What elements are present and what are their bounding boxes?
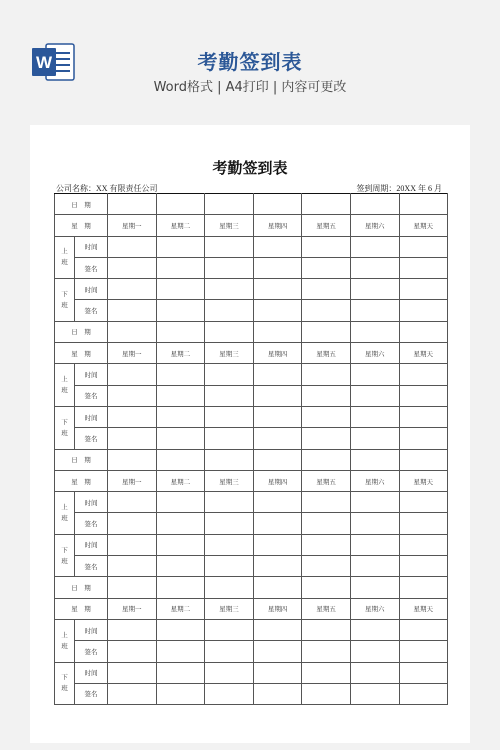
time-cell[interactable] — [302, 364, 351, 385]
weekday-label: 星 期 — [55, 343, 108, 364]
time-label: 时间 — [75, 662, 108, 683]
weekday-cell: 星期一 — [108, 343, 157, 364]
time-label: 时间 — [75, 279, 108, 300]
sign-cell[interactable] — [253, 300, 302, 321]
sign-cell[interactable] — [350, 513, 399, 534]
off-duty-label-text: 下班 — [61, 418, 68, 437]
sign-label: 签名 — [75, 385, 108, 406]
off-duty-time-row — [55, 534, 448, 555]
time-cell[interactable] — [399, 534, 447, 555]
on-duty-time-row — [55, 492, 448, 513]
date-label: 日 期 — [55, 577, 108, 598]
sign-cell[interactable] — [302, 513, 351, 534]
date-cell[interactable] — [253, 577, 302, 598]
time-cell[interactable] — [205, 492, 254, 513]
sign-label: 签名 — [75, 683, 108, 704]
sign-cell[interactable] — [156, 300, 205, 321]
time-label: 时间 — [75, 619, 108, 640]
weekday-cell: 星期一 — [108, 470, 157, 491]
on-duty-label — [55, 364, 75, 407]
time-cell[interactable] — [350, 279, 399, 300]
time-cell[interactable] — [399, 364, 447, 385]
on-duty-label-text: 上班 — [61, 248, 68, 267]
sign-cell[interactable] — [156, 641, 205, 662]
sign-cell[interactable] — [156, 428, 205, 449]
time-cell[interactable] — [253, 406, 302, 427]
time-cell[interactable] — [350, 662, 399, 683]
time-cell[interactable] — [205, 619, 254, 640]
date-cell[interactable] — [205, 577, 254, 598]
sign-in-period: 签到周期：20XX 年 6 月 — [356, 184, 442, 193]
date-cell[interactable] — [302, 577, 351, 598]
sign-cell[interactable] — [156, 257, 205, 278]
sign-cell[interactable] — [156, 385, 205, 406]
date-row — [55, 194, 448, 215]
time-cell[interactable] — [108, 492, 157, 513]
date-row — [55, 321, 448, 342]
on-duty-sign-row — [55, 513, 448, 534]
sign-cell[interactable] — [399, 257, 447, 278]
time-cell[interactable] — [205, 279, 254, 300]
time-label: 时间 — [75, 364, 108, 385]
on-duty-label — [55, 492, 75, 535]
date-cell[interactable] — [350, 449, 399, 470]
sign-cell[interactable] — [205, 428, 254, 449]
date-cell[interactable] — [205, 449, 254, 470]
time-cell[interactable] — [253, 236, 302, 257]
date-cell[interactable] — [350, 194, 399, 215]
time-cell[interactable] — [205, 406, 254, 427]
date-cell[interactable] — [108, 194, 157, 215]
time-cell[interactable] — [302, 236, 351, 257]
time-cell[interactable] — [253, 662, 302, 683]
weekday-cell: 星期天 — [399, 470, 447, 491]
weekday-cell: 星期六 — [350, 470, 399, 491]
sign-cell[interactable] — [350, 428, 399, 449]
time-cell[interactable] — [350, 364, 399, 385]
weekday-cell: 星期一 — [108, 215, 157, 236]
sign-label: 签名 — [75, 300, 108, 321]
sign-cell[interactable] — [108, 428, 157, 449]
sign-cell[interactable] — [399, 513, 447, 534]
time-cell[interactable] — [302, 534, 351, 555]
sign-cell[interactable] — [350, 683, 399, 704]
time-cell[interactable] — [302, 662, 351, 683]
weekday-cell: 星期一 — [108, 598, 157, 619]
sign-cell[interactable] — [253, 513, 302, 534]
time-cell[interactable] — [399, 662, 447, 683]
time-cell[interactable] — [108, 364, 157, 385]
time-cell[interactable] — [205, 364, 254, 385]
time-cell[interactable] — [302, 279, 351, 300]
time-label: 时间 — [75, 534, 108, 555]
banner-title: 考勤签到表 — [197, 50, 303, 74]
sign-cell[interactable] — [156, 683, 205, 704]
time-cell[interactable] — [253, 492, 302, 513]
time-cell[interactable] — [399, 406, 447, 427]
sign-cell[interactable] — [399, 428, 447, 449]
sign-label: 签名 — [75, 257, 108, 278]
time-cell[interactable] — [156, 406, 205, 427]
date-label: 日 期 — [55, 321, 108, 342]
weekday-label: 星 期 — [55, 215, 108, 236]
time-cell[interactable] — [253, 534, 302, 555]
weekday-cell: 星期五 — [302, 598, 351, 619]
time-cell[interactable] — [350, 534, 399, 555]
time-cell[interactable] — [156, 279, 205, 300]
time-cell[interactable] — [108, 619, 157, 640]
on-duty-sign-row — [55, 385, 448, 406]
off-duty-label-text: 下班 — [61, 290, 68, 309]
sign-label: 签名 — [75, 641, 108, 662]
off-duty-sign-row — [55, 556, 448, 577]
on-duty-label-text: 上班 — [61, 376, 68, 395]
sign-cell[interactable] — [108, 300, 157, 321]
sign-cell[interactable] — [253, 641, 302, 662]
sign-cell[interactable] — [156, 513, 205, 534]
sign-cell[interactable] — [205, 257, 254, 278]
time-cell[interactable] — [156, 662, 205, 683]
banner — [0, 0, 500, 115]
weekday-cell: 星期三 — [205, 470, 254, 491]
date-cell[interactable] — [156, 321, 205, 342]
time-cell[interactable] — [253, 364, 302, 385]
time-cell[interactable] — [205, 534, 254, 555]
date-cell[interactable] — [302, 194, 351, 215]
off-duty-sign-row — [55, 300, 448, 321]
sign-cell[interactable] — [205, 385, 254, 406]
sign-cell[interactable] — [253, 556, 302, 577]
time-cell[interactable] — [253, 619, 302, 640]
date-cell[interactable] — [108, 577, 157, 598]
weekday-cell: 星期六 — [350, 598, 399, 619]
weekday-cell: 星期天 — [399, 598, 447, 619]
sign-label: 签名 — [75, 513, 108, 534]
time-cell[interactable] — [350, 406, 399, 427]
sign-cell[interactable] — [253, 385, 302, 406]
weekday-cell: 星期三 — [205, 215, 254, 236]
sign-cell[interactable] — [302, 428, 351, 449]
sign-cell[interactable] — [350, 385, 399, 406]
date-cell[interactable] — [156, 449, 205, 470]
time-cell[interactable] — [350, 492, 399, 513]
time-cell[interactable] — [399, 492, 447, 513]
sign-cell[interactable] — [302, 641, 351, 662]
weekday-cell: 星期六 — [350, 343, 399, 364]
sign-cell[interactable] — [253, 257, 302, 278]
date-cell[interactable] — [108, 321, 157, 342]
sign-cell[interactable] — [156, 556, 205, 577]
sign-cell[interactable] — [350, 257, 399, 278]
time-cell[interactable] — [108, 236, 157, 257]
time-cell[interactable] — [156, 619, 205, 640]
weekday-cell: 星期二 — [156, 470, 205, 491]
weekday-cell: 星期五 — [302, 343, 351, 364]
weekday-cell: 星期三 — [205, 343, 254, 364]
sign-cell[interactable] — [205, 683, 254, 704]
sign-cell[interactable] — [108, 513, 157, 534]
date-cell[interactable] — [156, 577, 205, 598]
weekday-cell: 星期四 — [253, 470, 302, 491]
date-cell[interactable] — [253, 321, 302, 342]
sign-cell[interactable] — [253, 683, 302, 704]
date-label: 日 期 — [55, 194, 108, 215]
on-duty-label — [55, 619, 75, 662]
weekday-label: 星 期 — [55, 470, 108, 491]
weekday-cell: 星期四 — [253, 343, 302, 364]
date-cell[interactable] — [156, 194, 205, 215]
weekday-cell: 星期四 — [253, 598, 302, 619]
date-cell[interactable] — [108, 449, 157, 470]
sign-cell[interactable] — [302, 300, 351, 321]
sign-cell[interactable] — [205, 300, 254, 321]
weekday-cell: 星期天 — [399, 343, 447, 364]
date-cell[interactable] — [253, 449, 302, 470]
date-cell[interactable] — [302, 321, 351, 342]
sign-cell[interactable] — [399, 556, 447, 577]
weekday-cell: 星期六 — [350, 215, 399, 236]
date-cell[interactable] — [253, 194, 302, 215]
time-cell[interactable] — [302, 492, 351, 513]
date-cell[interactable] — [399, 449, 447, 470]
attendance-table — [54, 193, 448, 705]
on-duty-sign-row — [55, 641, 448, 662]
sign-cell[interactable] — [253, 428, 302, 449]
weekday-cell: 星期三 — [205, 598, 254, 619]
time-cell[interactable] — [205, 236, 254, 257]
weekday-row — [55, 470, 448, 491]
time-cell[interactable] — [399, 619, 447, 640]
time-cell[interactable] — [108, 534, 157, 555]
sign-cell[interactable] — [399, 300, 447, 321]
off-duty-sign-row — [55, 683, 448, 704]
sign-cell[interactable] — [108, 641, 157, 662]
document-page — [30, 125, 470, 743]
date-cell[interactable] — [302, 449, 351, 470]
weekday-cell: 星期五 — [302, 470, 351, 491]
time-cell[interactable] — [156, 534, 205, 555]
weekday-cell: 星期四 — [253, 215, 302, 236]
on-duty-sign-row — [55, 257, 448, 278]
weekday-cell: 星期天 — [399, 215, 447, 236]
off-duty-label-text: 下班 — [61, 674, 68, 693]
banner-subtitle: Word格式 | A4打印 | 内容可更改 — [153, 80, 347, 95]
time-cell[interactable] — [350, 236, 399, 257]
weekday-row — [55, 215, 448, 236]
time-cell[interactable] — [205, 662, 254, 683]
on-duty-label-text: 上班 — [61, 631, 68, 650]
date-cell[interactable] — [205, 194, 254, 215]
sign-cell[interactable] — [205, 513, 254, 534]
date-cell[interactable] — [350, 321, 399, 342]
sign-cell[interactable] — [350, 300, 399, 321]
sign-cell[interactable] — [350, 641, 399, 662]
sign-cell[interactable] — [350, 556, 399, 577]
sign-cell[interactable] — [205, 556, 254, 577]
time-cell[interactable] — [108, 406, 157, 427]
sign-cell[interactable] — [205, 641, 254, 662]
weekday-cell: 星期五 — [302, 215, 351, 236]
date-label: 日 期 — [55, 449, 108, 470]
sign-cell[interactable] — [108, 257, 157, 278]
weekday-row — [55, 343, 448, 364]
sign-cell[interactable] — [302, 683, 351, 704]
date-cell[interactable] — [205, 321, 254, 342]
sign-cell[interactable] — [302, 385, 351, 406]
time-label: 时间 — [75, 492, 108, 513]
time-cell[interactable] — [156, 236, 205, 257]
off-duty-time-row — [55, 662, 448, 683]
off-duty-label — [55, 279, 75, 322]
off-duty-label-text: 下班 — [61, 546, 68, 565]
weekday-cell: 星期二 — [156, 215, 205, 236]
weekday-label: 星 期 — [55, 598, 108, 619]
time-cell[interactable] — [156, 364, 205, 385]
time-cell[interactable] — [350, 619, 399, 640]
off-duty-time-row — [55, 406, 448, 427]
document-title: 考勤签到表 — [212, 159, 288, 177]
time-label: 时间 — [75, 406, 108, 427]
time-cell[interactable] — [302, 619, 351, 640]
sign-label: 签名 — [75, 556, 108, 577]
on-duty-label — [55, 236, 75, 279]
sign-label: 签名 — [75, 428, 108, 449]
time-cell[interactable] — [156, 492, 205, 513]
off-duty-label — [55, 534, 75, 577]
sign-cell[interactable] — [399, 385, 447, 406]
weekday-cell: 星期二 — [156, 598, 205, 619]
time-label: 时间 — [75, 236, 108, 257]
sign-cell[interactable] — [108, 683, 157, 704]
time-cell[interactable] — [399, 279, 447, 300]
weekday-row — [55, 598, 448, 619]
time-cell[interactable] — [253, 279, 302, 300]
date-cell[interactable] — [350, 577, 399, 598]
on-duty-time-row — [55, 364, 448, 385]
date-cell[interactable] — [399, 321, 447, 342]
off-duty-time-row — [55, 279, 448, 300]
time-cell[interactable] — [108, 662, 157, 683]
off-duty-label — [55, 406, 75, 449]
on-duty-time-row — [55, 236, 448, 257]
on-duty-time-row — [55, 619, 448, 640]
date-row — [55, 449, 448, 470]
company-name: 公司名称：XX 有限责任公司 — [56, 184, 158, 193]
date-row — [55, 577, 448, 598]
off-duty-sign-row — [55, 428, 448, 449]
svg-text:W: W — [35, 53, 53, 72]
sign-cell[interactable] — [399, 683, 447, 704]
weekday-cell: 星期二 — [156, 343, 205, 364]
date-cell[interactable] — [399, 577, 447, 598]
date-cell[interactable] — [399, 194, 447, 215]
sign-cell[interactable] — [399, 641, 447, 662]
time-cell[interactable] — [302, 406, 351, 427]
time-cell[interactable] — [108, 279, 157, 300]
sign-cell[interactable] — [108, 556, 157, 577]
sign-cell[interactable] — [302, 257, 351, 278]
on-duty-label-text: 上班 — [61, 503, 68, 522]
off-duty-label — [55, 662, 75, 705]
sign-cell[interactable] — [108, 385, 157, 406]
time-cell[interactable] — [399, 236, 447, 257]
sign-cell[interactable] — [302, 556, 351, 577]
